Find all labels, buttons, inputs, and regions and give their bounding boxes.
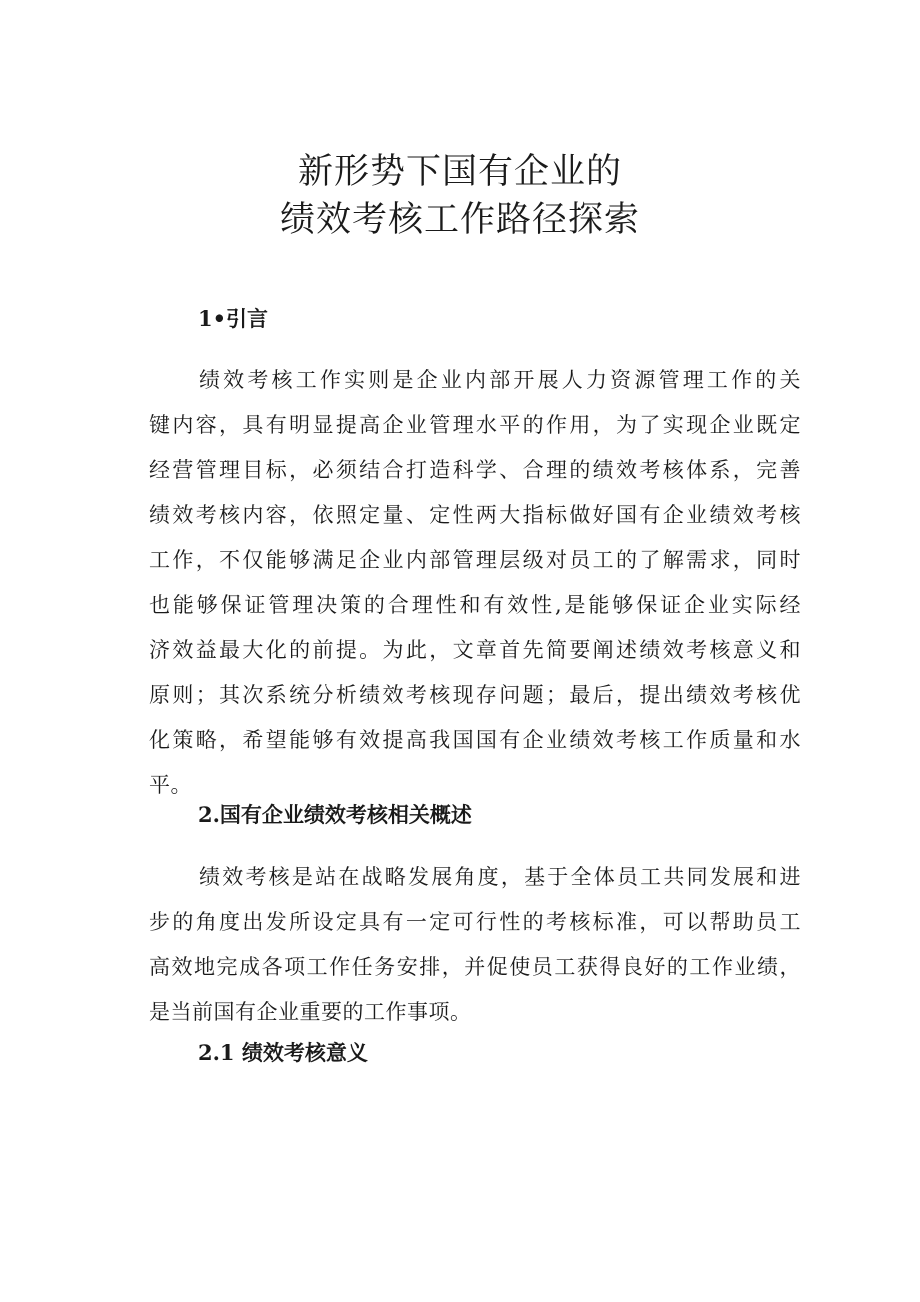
paragraph-line: 绩效考核内容，依照定量、定性两大指标做好国有企业绩效考核: [149, 503, 801, 527]
paragraph-line: 是当前国有企业重要的工作事项。: [149, 1000, 472, 1024]
paragraph-line: 键内容，具有明显提高企业管理水平的作用，为了实现企业既定: [149, 413, 801, 437]
paragraph-introduction: [149, 358, 801, 808]
paragraph-line: 济效益最大化的前提。为此，文章首先简要阐述绩效考核意义和: [149, 638, 801, 662]
section-heading-overview: 2.国有企业绩效考核相关概述: [198, 802, 472, 827]
paragraph-line: 高效地完成各项工作任务安排，并促使员工获得良好的工作业绩，: [149, 955, 801, 979]
section-heading-introduction: 1•引言: [198, 306, 269, 331]
section-heading-significance: 2.1 绩效考核意义: [198, 1040, 368, 1065]
document-title-line-2: 绩效考核工作路径探索: [279, 200, 640, 240]
paragraph-line: 原则；其次系统分析绩效考核现存问题；最后，提出绩效考核优: [149, 683, 801, 707]
paragraph-overview: [149, 855, 801, 1035]
paragraph-line: 平。: [149, 773, 192, 797]
paragraph-line: 也能够保证管理决策的合理性和有效性,是能够保证企业实际经: [149, 593, 801, 617]
paragraph-line: 绩效考核工作实则是企业内部开展人力资源管理工作的关: [199, 368, 801, 392]
paragraph-line: 工作，不仅能够满足企业内部管理层级对员工的了解需求，同时: [149, 548, 801, 572]
document-title-line-1: 新形势下国有企业的: [297, 152, 622, 192]
paragraph-line: 步的角度出发所设定具有一定可行性的考核标准，可以帮助员工: [149, 910, 801, 934]
paragraph-line: 绩效考核是站在战略发展角度，基于全体员工共同发展和进: [199, 865, 801, 889]
paragraph-line: 经营管理目标，必须结合打造科学、合理的绩效考核体系，完善: [149, 458, 801, 482]
paragraph-line: 化策略，希望能够有效提高我国国有企业绩效考核工作质量和水: [149, 728, 801, 752]
